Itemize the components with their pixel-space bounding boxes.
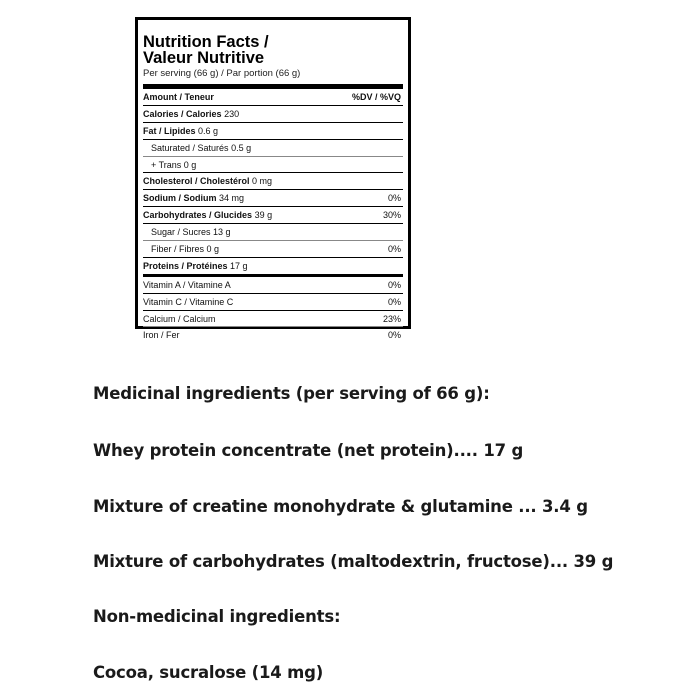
protein-value: 17 g bbox=[230, 260, 248, 271]
fiber-row bbox=[143, 241, 403, 258]
whey-protein-line: Whey protein concentrate (net protein).... 17 g bbox=[93, 441, 524, 460]
vitamin-c-label: Vitamin C / Vitamine C bbox=[143, 296, 234, 307]
saturated-value: 0.5 g bbox=[231, 142, 252, 153]
cholesterol-row bbox=[143, 173, 403, 190]
sugar-row bbox=[143, 224, 403, 241]
sodium-row bbox=[143, 190, 403, 207]
nutrition-title-fr: Valeur Nutritive bbox=[143, 49, 265, 67]
saturated-label: Saturated / Saturés bbox=[151, 142, 229, 153]
saturated-row bbox=[143, 140, 403, 157]
calories-value: 230 bbox=[224, 108, 240, 119]
fiber-pct: 0% bbox=[387, 243, 401, 254]
vitamin-c-row bbox=[143, 294, 403, 311]
fat-value: 0.6 g bbox=[198, 125, 219, 136]
sugar-label: Sugar / Sucres bbox=[151, 227, 211, 238]
sodium-value: 34 mg bbox=[219, 193, 245, 204]
vitamin-a-label: Vitamin A / Vitamine A bbox=[143, 279, 231, 290]
vitamin-a-pct: 0% bbox=[387, 279, 401, 290]
carbohydrates-value: 39 g bbox=[254, 210, 273, 221]
calcium-pct: 23% bbox=[382, 313, 401, 324]
calcium-label: Calcium / Calcium bbox=[143, 313, 216, 324]
nutrition-facts-panel bbox=[135, 17, 411, 341]
carbohydrate-mixture-line: Mixture of carbohydrates (maltodextrin, fructose)... 39 g bbox=[93, 552, 614, 571]
fat-row bbox=[143, 123, 403, 140]
sugar-value: 13 g bbox=[213, 227, 231, 238]
sodium-label: Sodium / Sodium bbox=[143, 193, 217, 204]
calcium-row bbox=[143, 311, 403, 328]
iron-row bbox=[143, 327, 403, 343]
vitamin-a-row bbox=[143, 277, 403, 294]
non-medicinal-heading: Non-medicinal ingredients: bbox=[93, 607, 341, 626]
nutrition-header-row bbox=[143, 89, 403, 106]
medicinal-ingredients-heading: Medicinal ingredients (per serving of 66 g): bbox=[93, 384, 490, 403]
fiber-label: Fiber / Fibres bbox=[151, 243, 205, 254]
trans-value: 0 g bbox=[183, 159, 197, 170]
cholesterol-label: Cholesterol / Cholestérol bbox=[143, 176, 250, 187]
fat-label: Fat / Lipides bbox=[143, 125, 196, 136]
nutrition-title-en: Nutrition Facts / bbox=[143, 33, 269, 51]
carbohydrates-row bbox=[143, 207, 403, 224]
vitamin-c-pct: 0% bbox=[387, 296, 401, 307]
serving-size: Per serving (66 g) / Par portion (66 g) bbox=[143, 68, 301, 79]
dv-header: %DV / %VQ bbox=[351, 91, 401, 102]
protein-row bbox=[143, 258, 403, 277]
nutrition-title bbox=[143, 34, 403, 66]
carbohydrates-label: Carbohydrates / Glucides bbox=[143, 210, 253, 221]
iron-pct: 0% bbox=[387, 330, 401, 341]
sodium-pct: 0% bbox=[387, 193, 401, 204]
protein-label: Proteins / Protéines bbox=[143, 260, 228, 271]
calories-label: Calories / Calories bbox=[143, 108, 222, 119]
trans-row bbox=[143, 157, 403, 174]
creatine-glutamine-line: Mixture of creatine monohydrate & glutamine ... 3.4 g bbox=[93, 497, 588, 516]
amount-header: Amount / Teneur bbox=[143, 91, 214, 102]
trans-label: + Trans bbox=[151, 159, 182, 170]
cholesterol-value: 0 mg bbox=[252, 176, 273, 187]
carbohydrates-pct: 30% bbox=[382, 210, 401, 221]
calories-row bbox=[143, 106, 403, 123]
non-medicinal-list: Cocoa, sucralose (14 mg) bbox=[93, 663, 324, 682]
iron-label: Iron / Fer bbox=[143, 330, 180, 341]
fiber-value: 0 g bbox=[206, 243, 220, 254]
